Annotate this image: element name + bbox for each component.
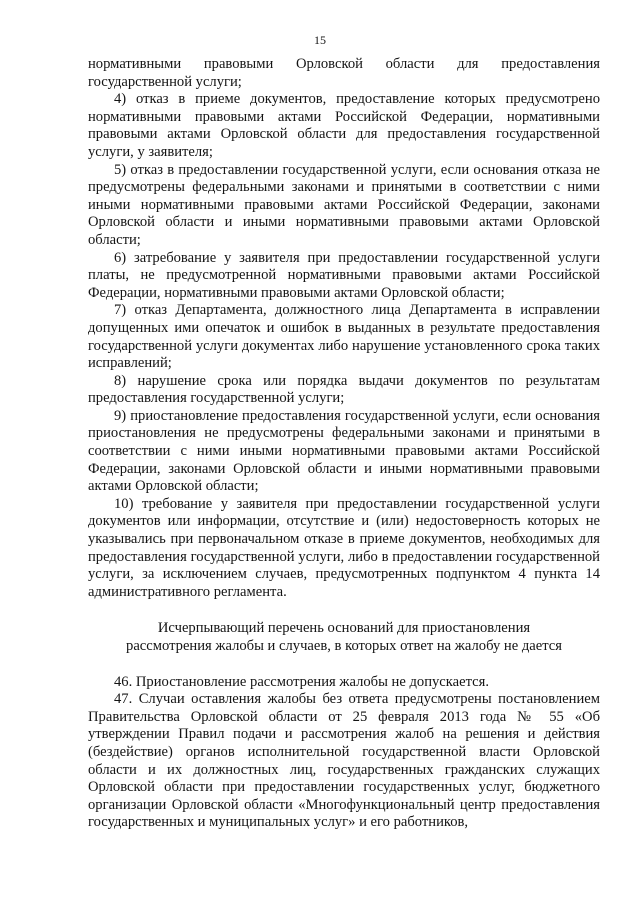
paragraph-continuation: нормативными правовыми Орловской области для предоставления государственной услуги; (88, 56, 600, 90)
paragraph-item-5: 5) отказ в предоставлении государственной услуги, если основания отказа не предусмотрены федеральными законами и принятыми в соответствии с ними иными нормативными правовыми актами Российской Федерации, законами Орловской области и иными нормативными правовыми актами Орловской области; (88, 161, 600, 248)
paragraph-item-10: 10) требование у заявителя при предоставлении государственной услуги документов или информации, отсутствие и (или) недостоверность которых не указывались при первоначальном отказе в приеме документов, необходимых для предоставления государственной услуги, либо в предоставлении государственной услуги, за исключением случаев, предусмотренных подпунктом 4 пункта 14 административного регламента. (88, 495, 600, 600)
section-heading-line-1: Исчерпывающий перечень оснований для приостановления (157, 620, 531, 637)
paragraph-item-6: 6) затребование у заявителя при предоставлении государственной услуги платы, не предусмотренной нормативными правовыми актами Российской Федерации, нормативными правовыми актами Орловской области; (88, 249, 600, 301)
paragraph-item-4: 4) отказ в приеме документов, предоставление которых предусмотрено нормативными правовыми актами Российской Федерации, нормативными правовыми актами Орловской области для предоставления государственной услуги, у заявителя; (88, 91, 600, 160)
paragraph-item-7: 7) отказ Департамента, должностного лица Департамента в исправлении допущенных ими опечаток и ошибок в выданных в результате предоставления государственной услуги документах либо нарушение установленного срока таких исправлений; (88, 302, 600, 372)
paragraph-item-9: 9) приостановление предоставления государственной услуги, если основания приостановления не предусмотрены федеральными законами и принятыми в соответствии с ними иными нормативными правовыми актами Российской Федерации, законами Орловской области и иными нормативными правовыми актами Орловской области; (88, 407, 600, 495)
section-heading-line-2: рассмотрения жалобы и случаев, в которых ответ на жалобу не дается (126, 638, 562, 654)
paragraph-item-8: 8) нарушение срока или порядка выдачи документов по результатам предоставления государственной услуги; (88, 372, 600, 407)
section-heading (88, 620, 600, 655)
paragraph-46: 46. Приостановление рассмотрения жалобы не допускается. (114, 673, 490, 690)
paragraph-47: 47. Случаи оставления жалобы без ответа предусмотрены постановлением Правительства Орловской области от 25 февраля 2013 года № 55 «Об утверждении Правил подачи и рассмотрения жалоб на решения и действия (бездействие) органов исполнительной государственной власти Орловской области и их должностных лиц, государственных гражданских служащих Орловской области при предоставлении государственных услуг, бюджетного организации Орловской области «Многофункциональный центр предоставления государственных и муниципальных услуг» и его работников, (88, 691, 600, 831)
document-body (88, 56, 600, 832)
page-number: 15 (314, 33, 326, 47)
